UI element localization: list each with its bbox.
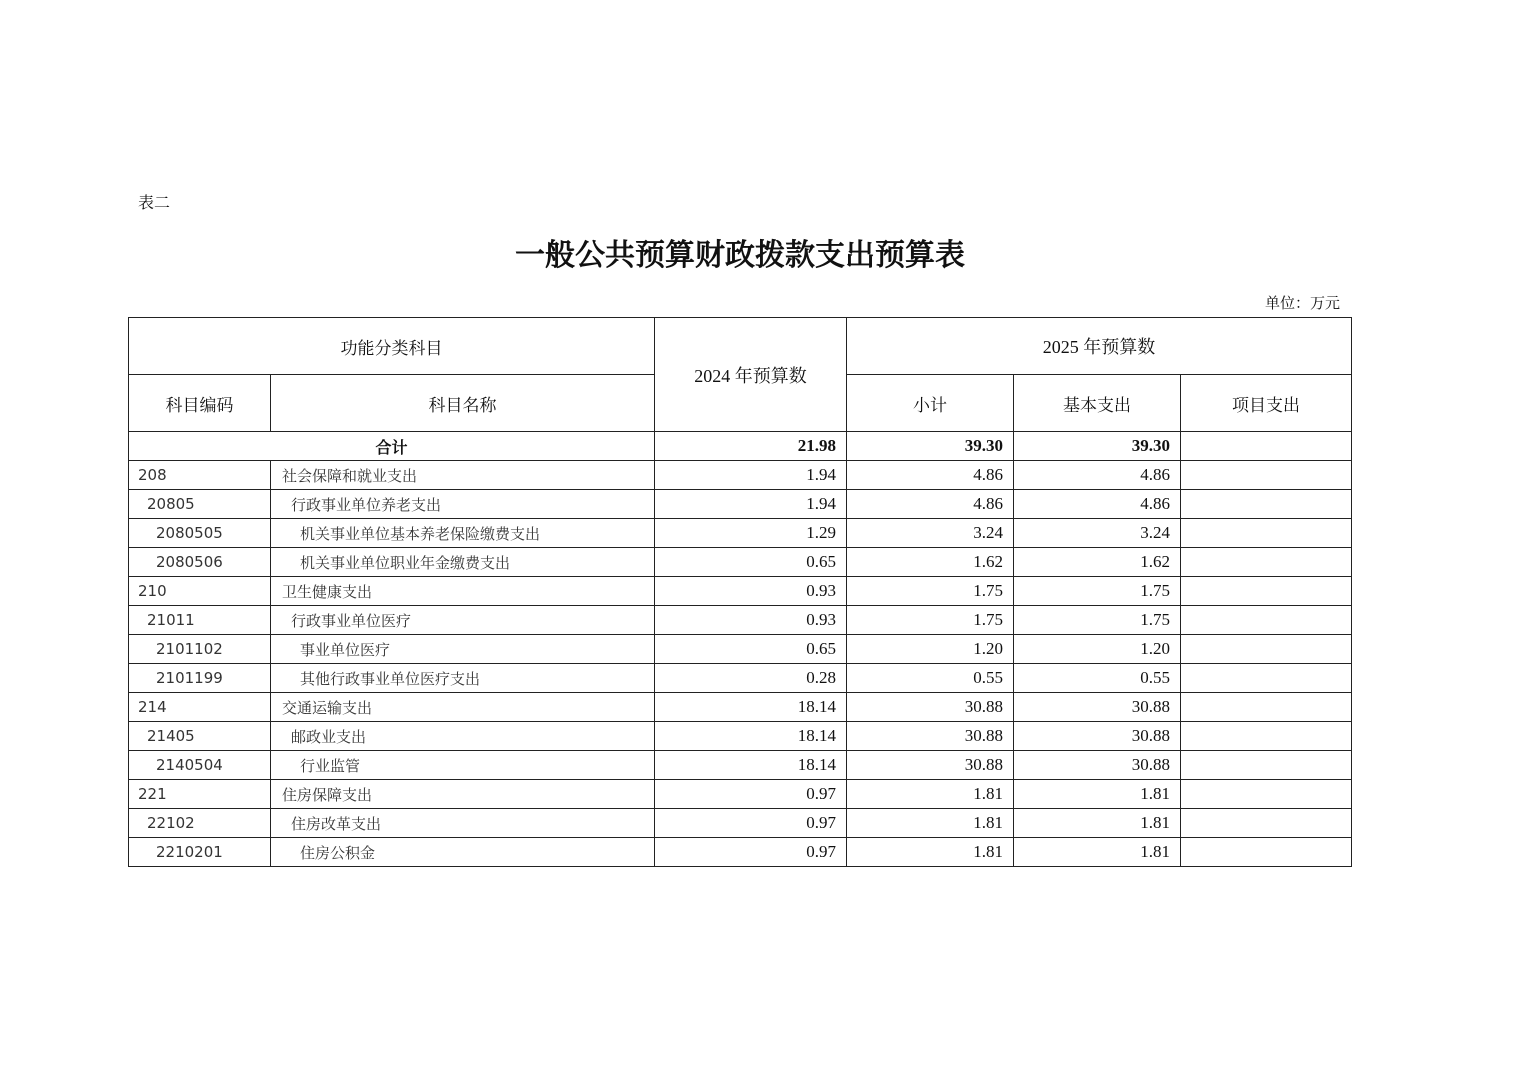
budget-2024-cell: 1.29 — [655, 519, 847, 548]
budget-2024-cell: 0.28 — [655, 664, 847, 693]
table-header — [129, 318, 1352, 432]
subtotal-cell: 1.20 — [847, 635, 1014, 664]
subject-code-cell: 2080506 — [129, 548, 271, 577]
budget-2024-header: 2024 年预算数 — [655, 318, 847, 432]
subtotal-cell: 30.88 — [847, 751, 1014, 780]
subtotal-cell: 1.81 — [847, 780, 1014, 809]
subtotal-cell: 1.75 — [847, 606, 1014, 635]
basic-expenditure-cell: 4.86 — [1014, 461, 1181, 490]
project-expenditure-header: 项目支出 — [1181, 375, 1352, 432]
subject-code-header: 科目编码 — [129, 375, 271, 432]
table-row — [129, 606, 1352, 635]
subject-name-cell: 住房保障支出 — [271, 780, 655, 809]
project-expenditure-cell — [1181, 838, 1352, 867]
project-expenditure-cell — [1181, 519, 1352, 548]
subtotal-cell: 3.24 — [847, 519, 1014, 548]
table-row — [129, 751, 1352, 780]
subtotal-cell: 1.81 — [847, 838, 1014, 867]
subtotal-cell: 4.86 — [847, 461, 1014, 490]
total-subtotal: 39.30 — [847, 432, 1014, 461]
subtotal-cell: 4.86 — [847, 490, 1014, 519]
budget-2024-cell: 18.14 — [655, 693, 847, 722]
subject-name-cell: 社会保障和就业支出 — [271, 461, 655, 490]
subject-name-header: 科目名称 — [271, 375, 655, 432]
subtotal-cell: 30.88 — [847, 693, 1014, 722]
budget-2024-cell: 0.93 — [655, 606, 847, 635]
project-expenditure-cell — [1181, 461, 1352, 490]
subtotal-cell: 30.88 — [847, 722, 1014, 751]
table-row — [129, 722, 1352, 751]
basic-expenditure-cell: 1.81 — [1014, 838, 1181, 867]
total-budget-2024: 21.98 — [655, 432, 847, 461]
project-expenditure-cell — [1181, 693, 1352, 722]
subject-code-cell: 208 — [129, 461, 271, 490]
table-row — [129, 548, 1352, 577]
table-row — [129, 490, 1352, 519]
subject-code-cell: 214 — [129, 693, 271, 722]
project-expenditure-cell — [1181, 577, 1352, 606]
subtotal-cell: 1.81 — [847, 809, 1014, 838]
basic-expenditure-cell: 1.75 — [1014, 606, 1181, 635]
subject-code-cell: 20805 — [129, 490, 271, 519]
basic-expenditure-header: 基本支出 — [1014, 375, 1181, 432]
table-row — [129, 838, 1352, 867]
project-expenditure-cell — [1181, 490, 1352, 519]
subject-name-cell: 其他行政事业单位医疗支出 — [271, 664, 655, 693]
basic-expenditure-cell: 4.86 — [1014, 490, 1181, 519]
table-row — [129, 577, 1352, 606]
page-title: 一般公共预算财政拨款支出预算表 — [515, 238, 965, 273]
subject-code-cell: 2080505 — [129, 519, 271, 548]
basic-expenditure-cell: 1.81 — [1014, 780, 1181, 809]
basic-expenditure-cell: 30.88 — [1014, 693, 1181, 722]
subject-name-cell: 住房改革支出 — [271, 809, 655, 838]
budget-2024-cell: 0.97 — [655, 838, 847, 867]
subtotal-header: 小计 — [847, 375, 1014, 432]
subject-name-cell: 行政事业单位医疗 — [271, 606, 655, 635]
subject-code-cell: 22102 — [129, 809, 271, 838]
table-row — [129, 693, 1352, 722]
subject-code-cell: 21405 — [129, 722, 271, 751]
table-row — [129, 809, 1352, 838]
project-expenditure-cell — [1181, 635, 1352, 664]
total-project — [1181, 432, 1352, 461]
budget-2024-cell: 0.65 — [655, 548, 847, 577]
subject-name-cell: 交通运输支出 — [271, 693, 655, 722]
budget-2024-cell: 0.97 — [655, 809, 847, 838]
table-body — [129, 432, 1352, 867]
basic-expenditure-cell: 1.62 — [1014, 548, 1181, 577]
functional-category-header: 功能分类科目 — [129, 318, 655, 375]
subject-name-cell: 机关事业单位职业年金缴费支出 — [271, 548, 655, 577]
basic-expenditure-cell: 30.88 — [1014, 751, 1181, 780]
project-expenditure-cell — [1181, 606, 1352, 635]
subject-name-cell: 机关事业单位基本养老保险缴费支出 — [271, 519, 655, 548]
subject-code-cell: 2101199 — [129, 664, 271, 693]
table-label: 表二 — [138, 193, 171, 212]
project-expenditure-cell — [1181, 548, 1352, 577]
subtotal-cell: 1.75 — [847, 577, 1014, 606]
unit-label: 单位：万元 — [1264, 294, 1340, 312]
project-expenditure-cell — [1181, 751, 1352, 780]
project-expenditure-cell — [1181, 664, 1352, 693]
basic-expenditure-cell: 0.55 — [1014, 664, 1181, 693]
basic-expenditure-cell: 3.24 — [1014, 519, 1181, 548]
subject-code-cell: 221 — [129, 780, 271, 809]
budget-2024-cell: 0.97 — [655, 780, 847, 809]
basic-expenditure-cell: 30.88 — [1014, 722, 1181, 751]
table-row — [129, 461, 1352, 490]
table-row — [129, 780, 1352, 809]
subject-name-cell: 邮政业支出 — [271, 722, 655, 751]
subject-code-cell: 2140504 — [129, 751, 271, 780]
total-basic: 39.30 — [1014, 432, 1181, 461]
subject-name-cell: 事业单位医疗 — [271, 635, 655, 664]
subject-code-cell: 21011 — [129, 606, 271, 635]
total-row — [129, 432, 1352, 461]
project-expenditure-cell — [1181, 780, 1352, 809]
budget-2024-cell: 1.94 — [655, 461, 847, 490]
table-row — [129, 519, 1352, 548]
subtotal-cell: 0.55 — [847, 664, 1014, 693]
subject-name-cell: 行业监管 — [271, 751, 655, 780]
subject-name-cell: 行政事业单位养老支出 — [271, 490, 655, 519]
project-expenditure-cell — [1181, 809, 1352, 838]
table-row — [129, 664, 1352, 693]
subject-code-cell: 2101102 — [129, 635, 271, 664]
budget-2025-header: 2025 年预算数 — [847, 318, 1352, 375]
budget-2024-cell: 1.94 — [655, 490, 847, 519]
basic-expenditure-cell: 1.81 — [1014, 809, 1181, 838]
basic-expenditure-cell: 1.75 — [1014, 577, 1181, 606]
budget-2024-cell: 18.14 — [655, 751, 847, 780]
budget-table — [128, 317, 1352, 867]
subject-name-cell: 住房公积金 — [271, 838, 655, 867]
basic-expenditure-cell: 1.20 — [1014, 635, 1181, 664]
subject-code-cell: 210 — [129, 577, 271, 606]
budget-2024-cell: 0.65 — [655, 635, 847, 664]
subject-code-cell: 2210201 — [129, 838, 271, 867]
subtotal-cell: 1.62 — [847, 548, 1014, 577]
budget-2024-cell: 18.14 — [655, 722, 847, 751]
table-row — [129, 635, 1352, 664]
subject-name-cell: 卫生健康支出 — [271, 577, 655, 606]
total-label: 合计 — [129, 432, 655, 461]
budget-2024-cell: 0.93 — [655, 577, 847, 606]
project-expenditure-cell — [1181, 722, 1352, 751]
